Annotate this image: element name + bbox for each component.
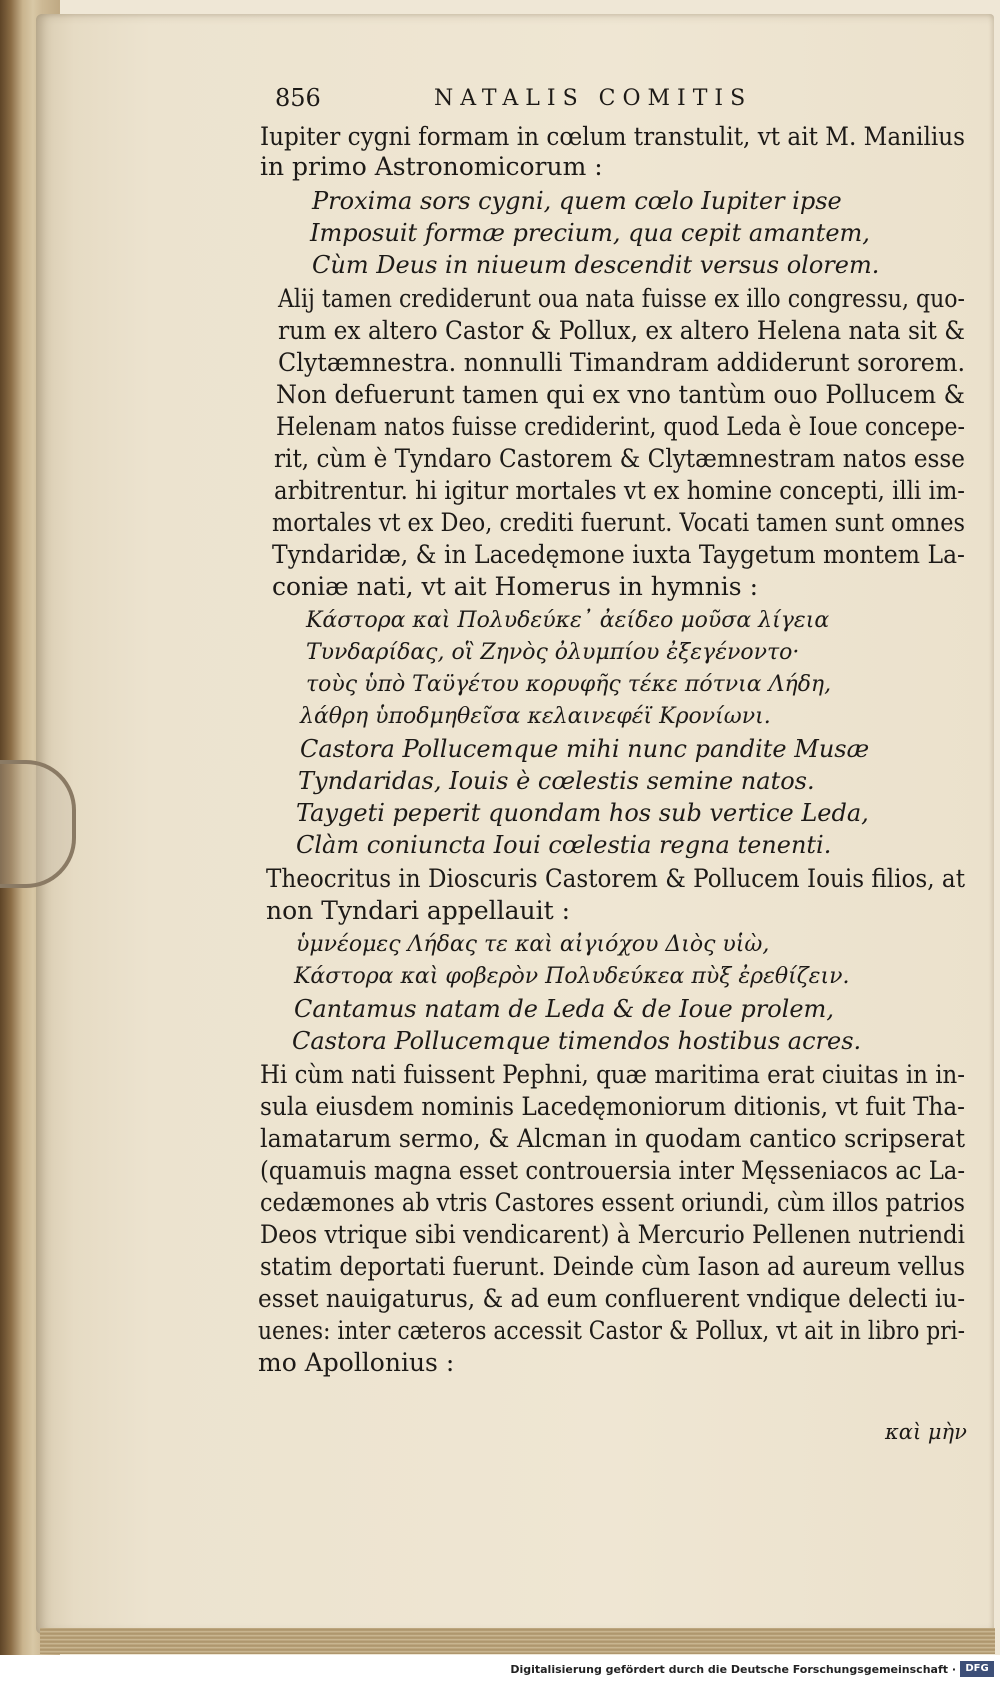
verse-line: Tyndaridas, Iouis è cœlestis semine natos. — [298, 767, 815, 795]
text-line: Alij tamen crediderunt oua nata fuisse ex illo congressu, quo- — [278, 284, 965, 313]
greek-verse-line: ὑμνέομες Λήδας τε καὶ αἰγιόχου Διὸς υἱὼ, — [296, 932, 770, 957]
text-line: Iupiter cygni formam in cœlum transtulit, vt ait M. Manilius — [260, 122, 966, 151]
text-line: Clytæmnestra. nonnulli Timandram addiderunt sororem. — [278, 348, 966, 377]
running-title: NATALIS COMITIS — [434, 86, 753, 111]
text-line: Hi cùm nati fuissent Pephni, quæ maritima erat ciuitas in in- — [260, 1060, 966, 1089]
verse-line: Clàm coniuncta Ioui cœlestia regna tenenti. — [296, 831, 832, 859]
text-line: uenes: inter cæteros accessit Castor & Pollux, vt ait in libro pri- — [258, 1316, 966, 1345]
verse-line: Cùm Deus in niueum descendit versus olorem. — [312, 251, 880, 279]
greek-verse-line: Κάστορα καὶ Πολυδεύκε᾽ ἀείδεο μοῦσα λίγεια — [306, 608, 830, 633]
verse-line: Taygeti peperit quondam hos sub vertice Leda, — [296, 799, 869, 827]
verse-line: Castora Pollucemque mihi nunc pandite Musæ — [300, 735, 870, 763]
verse-line: Cantamus natam de Leda & de Ioue prolem, — [294, 995, 834, 1023]
text-line: rum ex altero Castor & Pollux, ex altero Helena nata sit & — [278, 316, 965, 345]
text-line: mo Apollonius : — [258, 1348, 455, 1377]
greek-verse-line: Κάστορα καὶ φοβερὸν Πολυδεύκεα πὺξ ἐρεθίζειν. — [294, 964, 850, 989]
text-line: Theocritus in Dioscuris Castorem & Pollucem Iouis filios, at — [266, 864, 965, 893]
footer-bar — [0, 1655, 1000, 1686]
text-line: cedæmones ab vtris Castores essent oriundi, cùm illos patrios — [260, 1188, 965, 1217]
verse-line: Castora Pollucemque timendos hostibus acres. — [292, 1027, 862, 1055]
verse-line: Imposuit formæ precium, qua cepit amantem, — [310, 219, 870, 247]
text-line: lamatarum sermo, & Alcman in quodam cantico scripserat — [260, 1124, 966, 1153]
text-line: Non defuerunt tamen qui ex vno tantùm ouo Pollucem & — [276, 380, 966, 409]
text-line: sula eiusdem nominis Lacedęmoniorum ditionis, vt fuit Tha- — [260, 1092, 966, 1121]
text-line: esset nauigaturus, & ad eum confluerent vndique delecti iu- — [258, 1284, 966, 1313]
text-line: in primo Astronomicorum : — [260, 152, 603, 181]
text-line: Tyndaridæ, & in Lacedęmone iuxta Taygetum montem La- — [272, 540, 965, 569]
text-line: mortales vt ex Deo, crediti fuerunt. Vocati tamen sunt omnes — [272, 508, 965, 537]
text-line: coniæ nati, vt ait Homerus in hymnis : — [272, 572, 758, 601]
funding-credit: Digitalisierung gefördert durch die Deutsche Forschungsgemeinschaft · — [510, 1663, 956, 1676]
greek-verse-line: Τυνδαρίδας, οἳ Ζηνὸς ὀλυμπίου ἐξεγένοντο· — [306, 640, 800, 665]
text-line: Helenam natos fuisse crediderint, quod Leda è Ioue concepe- — [276, 412, 965, 441]
greek-verse-line: τοὺς ὑπὸ Ταϋγέτου κορυφῆς τέκε πότνια Λήδη, — [306, 672, 832, 697]
page-number: 856 — [275, 84, 321, 112]
text-line: rit, cùm è Tyndaro Castorem & Clytæmnestram natos esse — [274, 444, 965, 473]
text-line: arbitrentur. hi igitur mortales vt ex homine concepti, illi im- — [274, 476, 966, 505]
text-line: statim deportati fuerunt. Deinde cùm Iason ad aureum vellus — [260, 1252, 966, 1281]
dfg-logo-icon: DFG — [960, 1661, 994, 1677]
text-line: non Tyndari appellauit : — [266, 896, 571, 925]
text-line: (quamuis magna esset controuersia inter Męsseniacos ac La- — [260, 1156, 966, 1185]
verse-line: Proxima sors cygni, quem cœlo Iupiter ipse — [312, 187, 842, 215]
greek-verse-line: λάθρη ὑποδμηθεῖσα κελαινεφέϊ Κρονίωνι. — [300, 704, 771, 729]
catchword: καὶ μὴν — [885, 1420, 967, 1444]
text-line: Deos vtrique sibi vendicarent) à Mercurio Pellenen nutriendi — [260, 1220, 965, 1249]
